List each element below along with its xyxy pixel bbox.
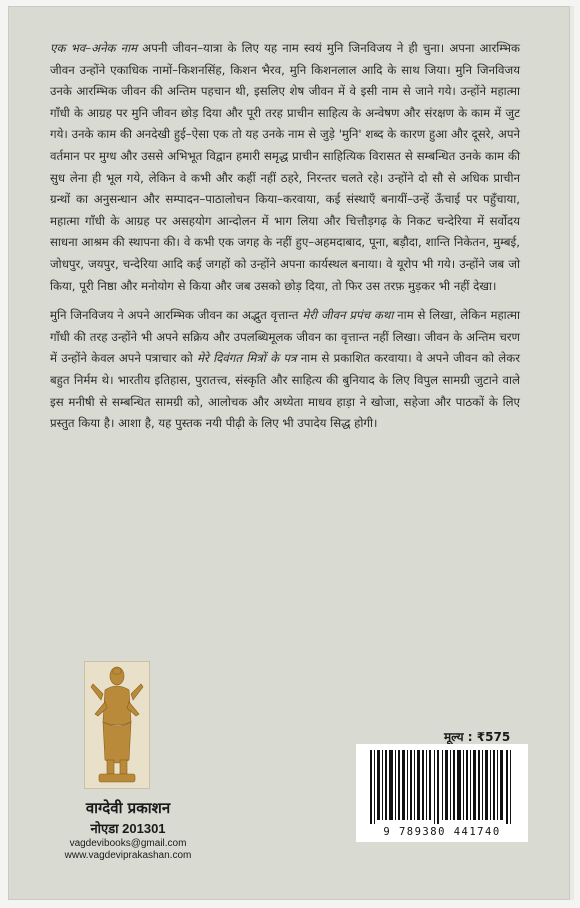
back-cover xyxy=(8,6,574,900)
blurb-paragraph-2-part-b: नाम से लिखा, लेकिन महात्मा गाँधी की तरह उन्होंने भी अपने सक्रिय और उपलब्धिमूलक जीवन का वृत्तान्त नहीं लिखा। जीवन के अन्तिम चरण में उन्होंने केवल अपने पत्राचार को xyxy=(50,308,520,366)
price-label: मूल्य : ₹575 xyxy=(444,730,511,744)
blurb-paragraph-2-part-a: मुनि जिनविजय ने अपने आरम्भिक जीवन का अद्भुत वृत्तान्त xyxy=(50,308,303,323)
blurb-text xyxy=(50,38,520,435)
publisher-email: vagdevibooks@gmail.com xyxy=(69,838,187,849)
letters-title: मेरे दिवंगत मित्रों के पत्र xyxy=(197,351,297,366)
blurb-paragraph-2 xyxy=(50,305,520,435)
publisher-website: www.vagdeviprakashan.com xyxy=(64,850,192,861)
idol-image xyxy=(84,661,150,789)
blurb-paragraph-1-text: अपनी जीवन–यात्रा के लिए यह नाम स्वयं मुनि जिनविजय ने ही चुना। अपना आरम्भिक जीवन उन्होंने एकाधिक नामों–किशनसिंह, किशन भैरव, मुनि किशनलाल आदि के साथ जिया। मुनि जिनविजय उनके आरम्भिक जीवन की अन्तिम पहचान थी, इसलिए शेष जीवन में वे इसी नाम से जाने गये। उन्होंने महात्मा गाँधी के आग्रह पर मुनि जीवन छोड़ दिया और पूरी तरह प्राचीन साहित्य के अन्वेषण और संरक्षण के काम में जुट गये। उनके काम की अनदेखी हुई–ऐसा एक तो यह उनके नाम से जुड़े 'मुनि' शब्द के कारण हुआ और दूसरे, अपने वर्तमान पर मुग्ध और उससे अभिभूत विद्वान हमारी समृद्ध प्राचीन साहित्यिक विरासत से सम्बन्धित उनके काम की सुध लेना ही भूल गये, लेकिन वे कभी और कहीं नहीं ठहरे, निरन्तर चलते रहे। उन्होंने दो सौ से अधिक प्राचीन ग्रन्थों का अनुसन्धान और सम्पादन–पाठालोचन किया–करवाया, कई संस्थाएँ बनायीं–उन्हें ऊँचाई पर पहुँचाया, महात्मा गाँधी के आग्रह पर असहयोग आन्दोलन में भाग लिया और चित्तौड़गढ़ के निकट चन्देरिया में सर्वोदय साधना आश्रम की स्थापना की। वे कभी एक जगह के नहीं हुए–अहमदाबाद, पूना, बड़ौदा, शान्ति निकेतन, मुम्बई, जोधपुर, जयपुर, चन्देरिया आदि कई जगहों को उन्होंने अपना कार्यस्थल बनाया। वे यूरोप भी गये। उन्होंने जब जो किया, पूरी निष्ठा और मनोयोग से किया और जब उसको छोड़ दिया, तो फिर उस तरफ़ मुड़कर भी नहीं देखा। xyxy=(50,41,520,293)
publisher-city: नोएडा 201301 xyxy=(90,821,166,836)
autobiography-title: मेरी जीवन प्रपंच कथा xyxy=(302,308,394,323)
blurb-paragraph-2-part-c: नाम से प्रकाशित करवाया। वे अपने जीवन को लेकर बहुत निर्मम थे। भारतीय इतिहास, पुरातत्त्व, संस्कृति और साहित्य की बुनियाद के लिए विपुल सामग्री जुटाने वाले इस मनीषी से सम्बन्धित सामग्री को, आलोचक और अध्येता माधव हाड़ा ने खोजा, सहेजा और पाठकों के लिए प्रस्तुत किया है। आशा है, यह पुस्तक नयी पीढ़ी के लिए भी उपादेय सिद्ध होगी। xyxy=(50,351,520,431)
publisher-name: वाग्देवी प्रकाशन xyxy=(85,799,171,817)
blurb-paragraph-1 xyxy=(50,38,520,297)
book-title-italic: एक भव–अनेक नाम xyxy=(50,41,138,55)
isbn-digits: 9 789380 441740 xyxy=(383,826,501,838)
isbn-barcode xyxy=(356,744,528,842)
publisher-block xyxy=(48,798,208,861)
